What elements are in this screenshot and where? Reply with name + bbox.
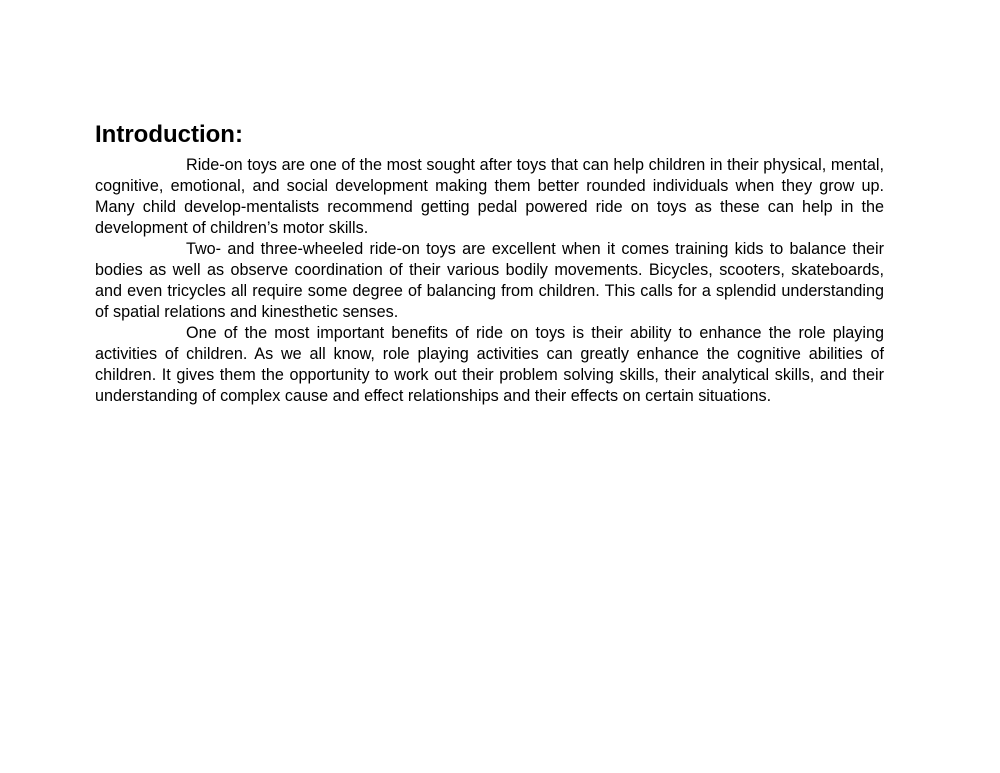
paragraph-3: One of the most important benefits of ride on toys is their ability to enhance the role playing activities of children. As we all know, role playing activities can greatly enhance the cognitive abilities of children. It gives them the opportunity to work out their problem solving skills, their analytical skills, and their understanding of complex cause and effect relationships and their effects on certain situations. (95, 324, 884, 405)
document-body (95, 120, 884, 407)
paragraph-1: Ride-on toys are one of the most sought after toys that can help children in their physical, mental, cognitive, emotional, and social development making them better rounded individuals when they grow up. Many child develop-mentalists recommend getting pedal powered ride on toys as these can help in the development of children’s motor skills. (95, 156, 884, 237)
paragraph-2: Two- and three-wheeled ride-on toys are excellent when it comes training kids to balance their bodies as well as observe coordination of their various bodily movements. Bicycles, scooters, skateboards, and even tricycles all require some degree of balancing from children. This calls for a splendid understanding of spatial relations and kinesthetic senses. (95, 240, 884, 321)
section-heading: Introduction: (95, 121, 243, 148)
